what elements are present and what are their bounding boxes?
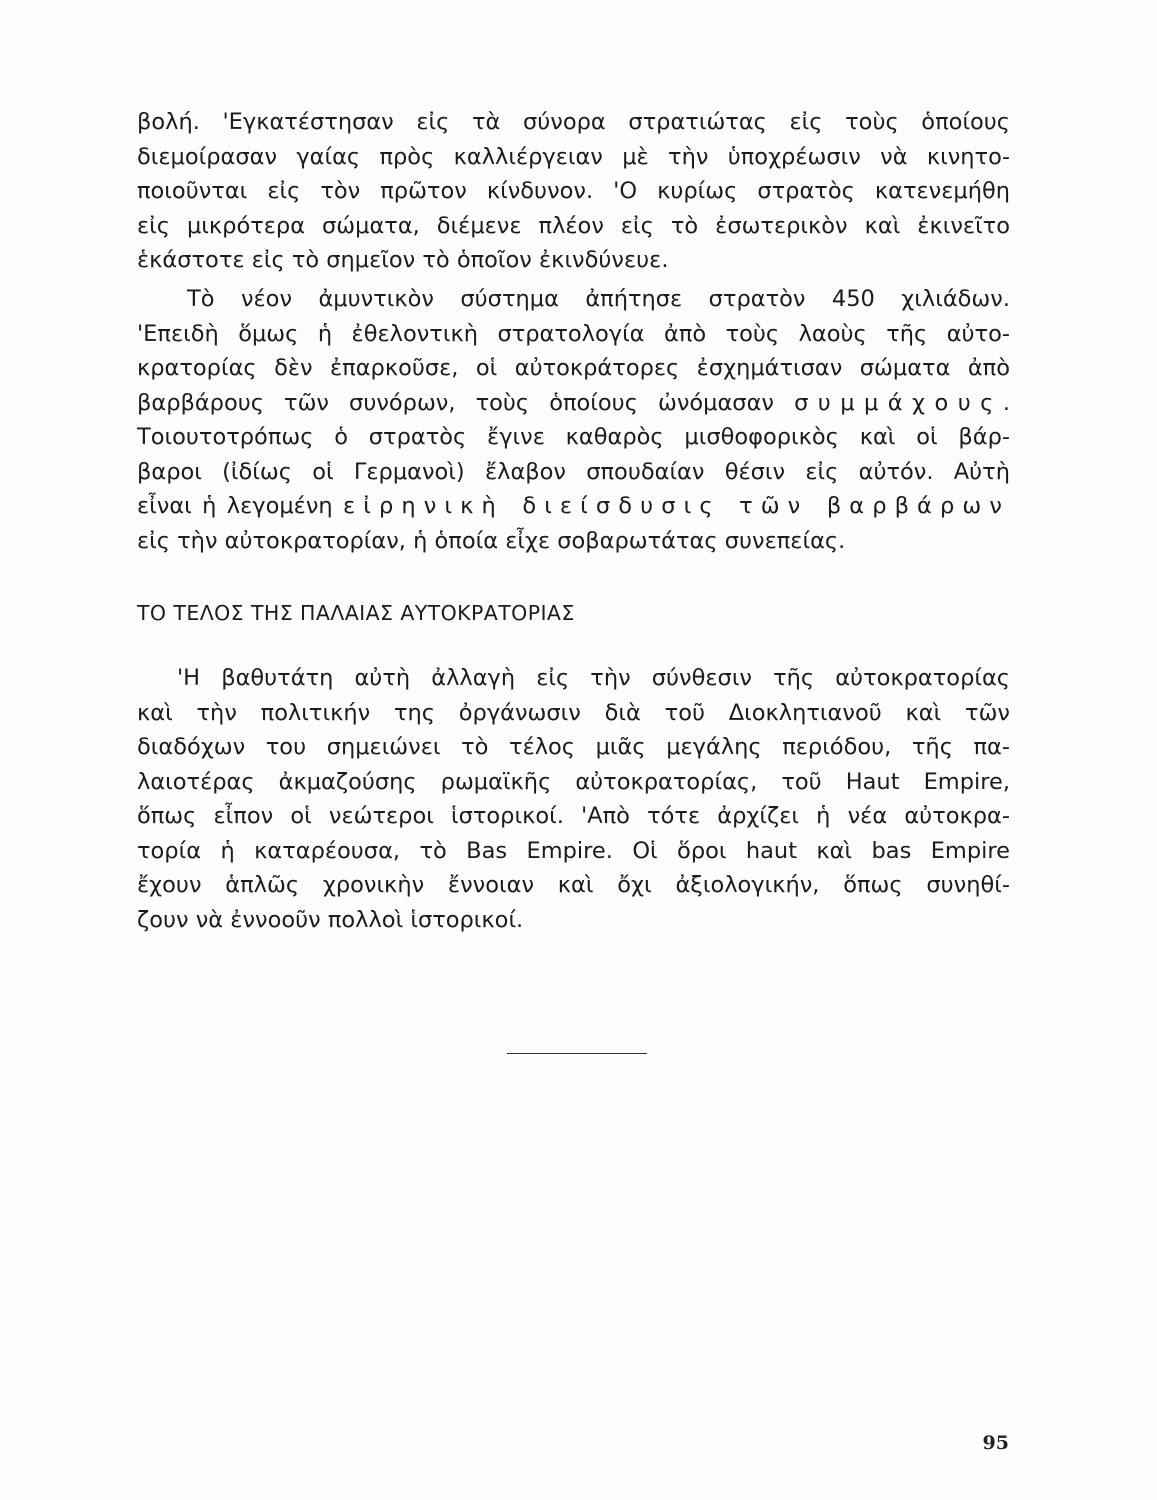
text-line: Τὸ νέον ἀμυντικὸν σύστημα ἀπήτησε στρατὸν 450 χιλιάδων. [187, 286, 1010, 312]
text-line: εἰς τὴν αὐτοκρατορίαν, ἡ ὁποία εἶχε σοβαρωτάτας συνεπείας. [137, 527, 846, 554]
text-line: διαδόχων του σημειώνει τὸ τέλος μιᾶς μεγάλης περιόδου, τῆς πα- [137, 734, 1010, 760]
text-line: βαροι (ἰδίως οἱ Γερμανοὶ) ἔλαβον σπουδαίαν θέσιν εἰς αὐτόν. Αὐτὴ [137, 458, 1010, 485]
paragraph-end-of-empire [137, 661, 1010, 937]
text-fragment: βαρβάρους τῶν συνόρων, τοὺς ὁποίους ὠνόμασαν [137, 389, 795, 416]
section-divider [507, 1053, 647, 1054]
text-line: ποιοῦνται εἰς τὸν πρῶτον κίνδυνον. 'Ο κυρίως στρατὸς κατενεμήθη [137, 178, 1010, 204]
text-line: ἔχουν ἁπλῶς χρονικὴν ἔννοιαν καὶ ὄχι ἀξιολογικήν, ὅπως συνηθί- [137, 872, 1010, 898]
text-line: καὶ τὴν πολιτικήν της ὀργάνωσιν διὰ τοῦ Διοκλητιανοῦ καὶ τῶν [137, 699, 1010, 726]
paragraph-defense-system [137, 282, 1010, 558]
text-line: 'Η βαθυτάτη αὐτὴ ἀλλαγὴ εἰς τὴν σύνθεσιν τῆς αὐτοκρατορίας [177, 665, 1010, 691]
text-line: λαιοτέρας ἀκμαζούσης ρωμαϊκῆς αὐτοκρατορίας, τοῦ Haut Empire, [137, 768, 1010, 795]
text-line: διεμοίρασαν γαίας πρὸς καλλιέργειαν μὲ τὴν ὑποχρέωσιν νὰ κινητο- [137, 143, 1010, 170]
text-line: κρατορίας δὲν ἐπαρκοῦσε, οἱ αὐτοκράτορες ἐσχημάτισαν σώματα ἀπὸ [137, 355, 1010, 381]
text-line: ὅπως εἶπον οἱ νεώτεροι ἱστορικοί. 'Απὸ τότε ἀρχίζει ἡ νέα αὐτοκρα- [137, 803, 1010, 829]
page-number: 95 [982, 1432, 1009, 1454]
text-line: Τοιουτοτρόπως ὁ στρατὸς ἔγινε καθαρὸς μισθοφορικὸς καὶ οἱ βάρ- [137, 424, 1010, 450]
text-fragment: . [1002, 389, 1010, 416]
text-line-with-spaced-term [137, 386, 1010, 421]
text-line: ζουν νὰ ἐννοοῦν πολλοὶ ἱστορικοί. [137, 906, 524, 933]
text-line: εἰς μικρότερα σώματα, διέμενε πλέον εἰς τὸ ἐσωτερικὸν καὶ ἐκινεῖτο [137, 212, 1010, 239]
text-line: 'Επειδὴ ὅμως ἡ ἐθελοντικὴ στρατολογία ἀπὸ τοὺς λαοὺς τῆς αὐτο- [137, 320, 1010, 347]
text-line: βολή. 'Εγκατέστησαν εἰς τὰ σύνορα στρατιώτας εἰς τοὺς ὁποίους [137, 109, 1010, 135]
spaced-term: εἰρηνικὴ διείσδυσις τῶν βαρβάρων [343, 493, 1010, 519]
text-line-with-spaced-term [137, 489, 1010, 524]
paragraph-continuation [137, 105, 1010, 278]
text-line: ἑκάστοτε εἰς τὸ σημεῖον τὸ ὁποῖον ἐκινδύνευε. [137, 247, 669, 273]
spaced-term: συμμάχους [794, 389, 1003, 416]
section-heading: ΤΟ ΤΕΛΟΣ ΤΗΣ ΠΑΛΑΙΑΣ ΑΥΤΟΚΡΑΤΟΡΙΑΣ [137, 601, 575, 625]
text-line: τορία ἡ καταρέουσα, τὸ Bas Empire. Οἱ ὅροι haut καὶ bas Empire [137, 837, 1010, 864]
text-fragment: εἶναι ἡ λεγομένη [137, 493, 344, 519]
